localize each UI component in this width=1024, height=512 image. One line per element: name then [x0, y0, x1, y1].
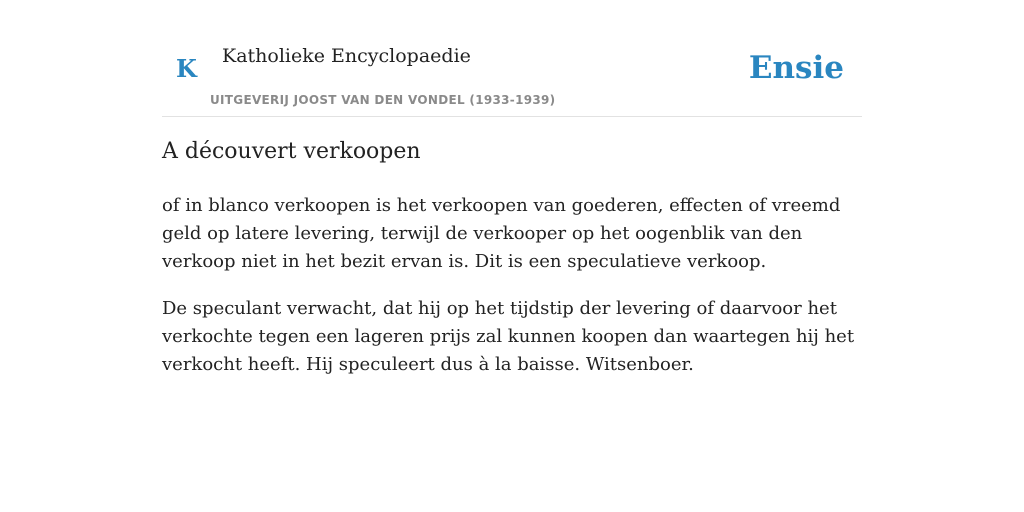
publisher-subtitle: UITGEVERIJ JOOST VAN DEN VONDEL (1933-1939)	[210, 93, 556, 107]
ensie-logo-link[interactable]: Ensie	[748, 50, 844, 86]
encyclopedia-title-link[interactable]: Katholieke Encyclopaedie	[222, 45, 471, 67]
article-title: A découvert verkoopen	[162, 139, 421, 164]
article-paragraph: De speculant verwacht, dat hij op het tijdstip der levering of daarvoor het verkochte tegen een lageren prijs zal kunnen koopen dan waartegen hij het verkocht heeft. Hij speculeert dus à la baisse. Witsenboer.	[162, 298, 855, 375]
article-paragraph: of in blanco verkoopen is het verkoopen van goederen, effecten of vreemd geld op latere levering, terwijl de verkooper op het oogenblik van den verkoop niet in het bezit ervan is. Dit is een speculatieve verkoop.	[162, 195, 841, 272]
encyclopedia-logo-icon[interactable]: K	[176, 54, 197, 83]
article-body	[162, 192, 862, 398]
encyclopedia-header	[162, 40, 862, 117]
